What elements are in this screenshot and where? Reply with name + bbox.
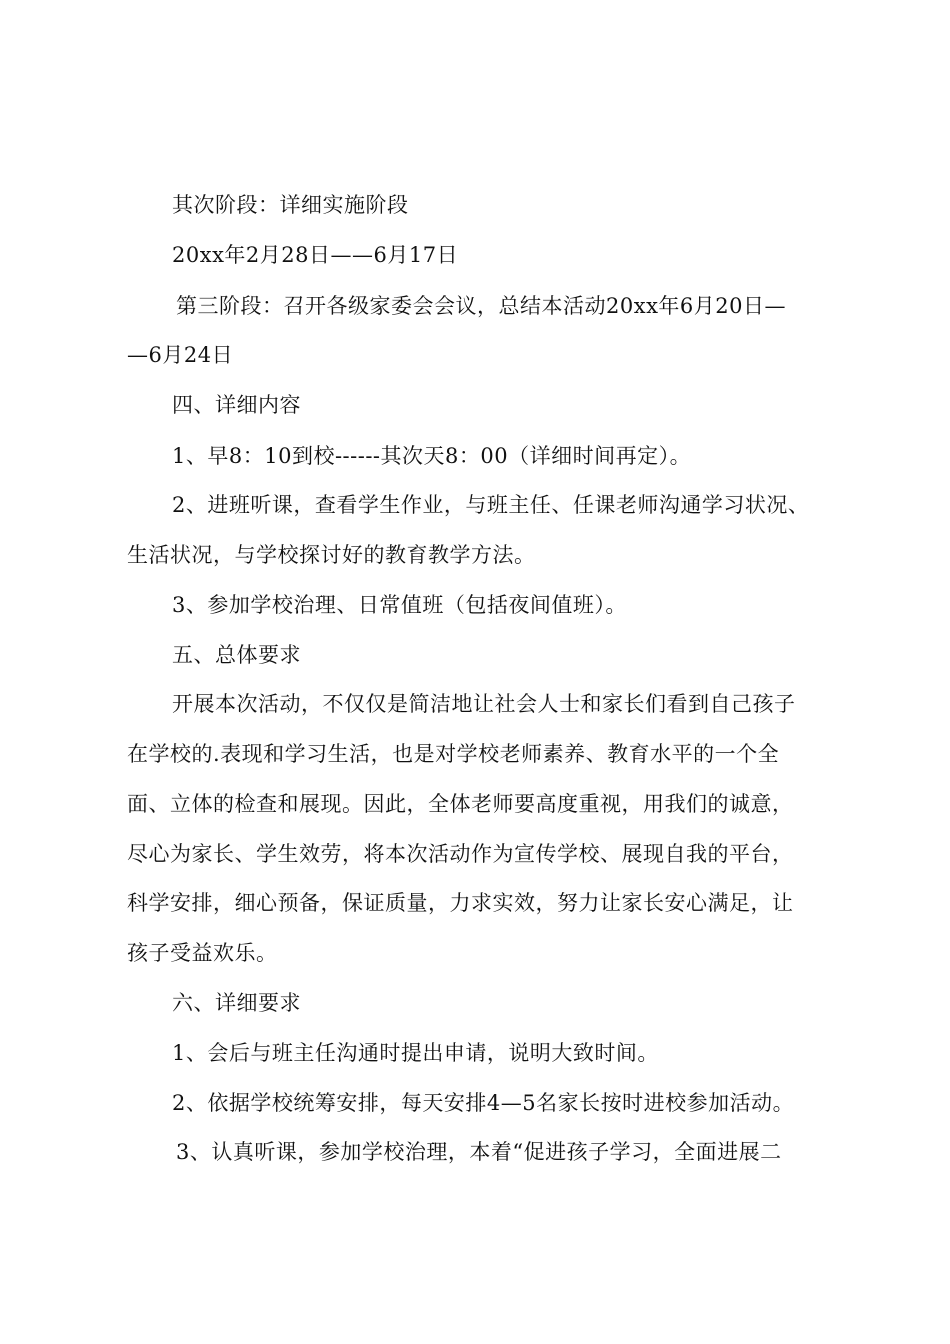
requirements-para-line-1: 开展本次活动，不仅仅是简洁地让社会人士和家长们看到自己孩子 (172, 692, 796, 716)
content-item-3: 3、参加学校治理、日常值班（包括夜间值班）。 (172, 593, 627, 617)
stage-three-line-1: 第三阶段：召开各级家委会会议，总结本活动20xx年6月20日— (176, 294, 786, 318)
stage-two-heading: 其次阶段：详细实施阶段 (172, 193, 409, 217)
requirements-para-line-2: 在学校的.表现和学习生活，也是对学校老师素养、教育水平的一个全 (127, 742, 780, 766)
content-item-2-line-2: 生活状况，与学校探讨好的教育教学方法。 (127, 543, 536, 567)
requirements-para-line-5: 科学安排，细心预备，保证质量，力求实效，努力让家长安心满足，让 (127, 891, 794, 915)
requirements-para-line-4: 尽心为家长、学生效劳，将本次活动作为宣传学校、展现自我的平台， (127, 842, 794, 866)
detail-item-3: 3、认真听课，参加学校治理，本着“促进孩子学习，全面进展二 (176, 1140, 782, 1164)
detail-item-1: 1、会后与班主任沟通时提出申请，说明大致时间。 (172, 1041, 659, 1065)
section-five-heading: 五、总体要求 (172, 643, 301, 667)
requirements-para-line-3: 面、立体的检查和展现。因此，全体老师要高度重视，用我们的诚意， (127, 792, 794, 816)
section-four-heading: 四、详细内容 (172, 393, 301, 417)
stage-three-line-2: —6月24日 (127, 343, 234, 367)
content-item-2-line-1: 2、进班听课，查看学生作业，与班主任、任课老师沟通学习状况、 (172, 493, 810, 517)
stage-two-dates: 20xx年2月28日——6月17日 (172, 243, 459, 267)
requirements-para-line-6: 孩子受益欢乐。 (127, 941, 278, 965)
section-six-heading: 六、详细要求 (172, 991, 301, 1015)
detail-item-2: 2、依据学校统筹安排，每天安排4—5名家长按时进校参加活动。 (172, 1091, 795, 1115)
content-item-1: 1、早8：10到校------其次天8：00（详细时间再定）。 (172, 444, 692, 468)
